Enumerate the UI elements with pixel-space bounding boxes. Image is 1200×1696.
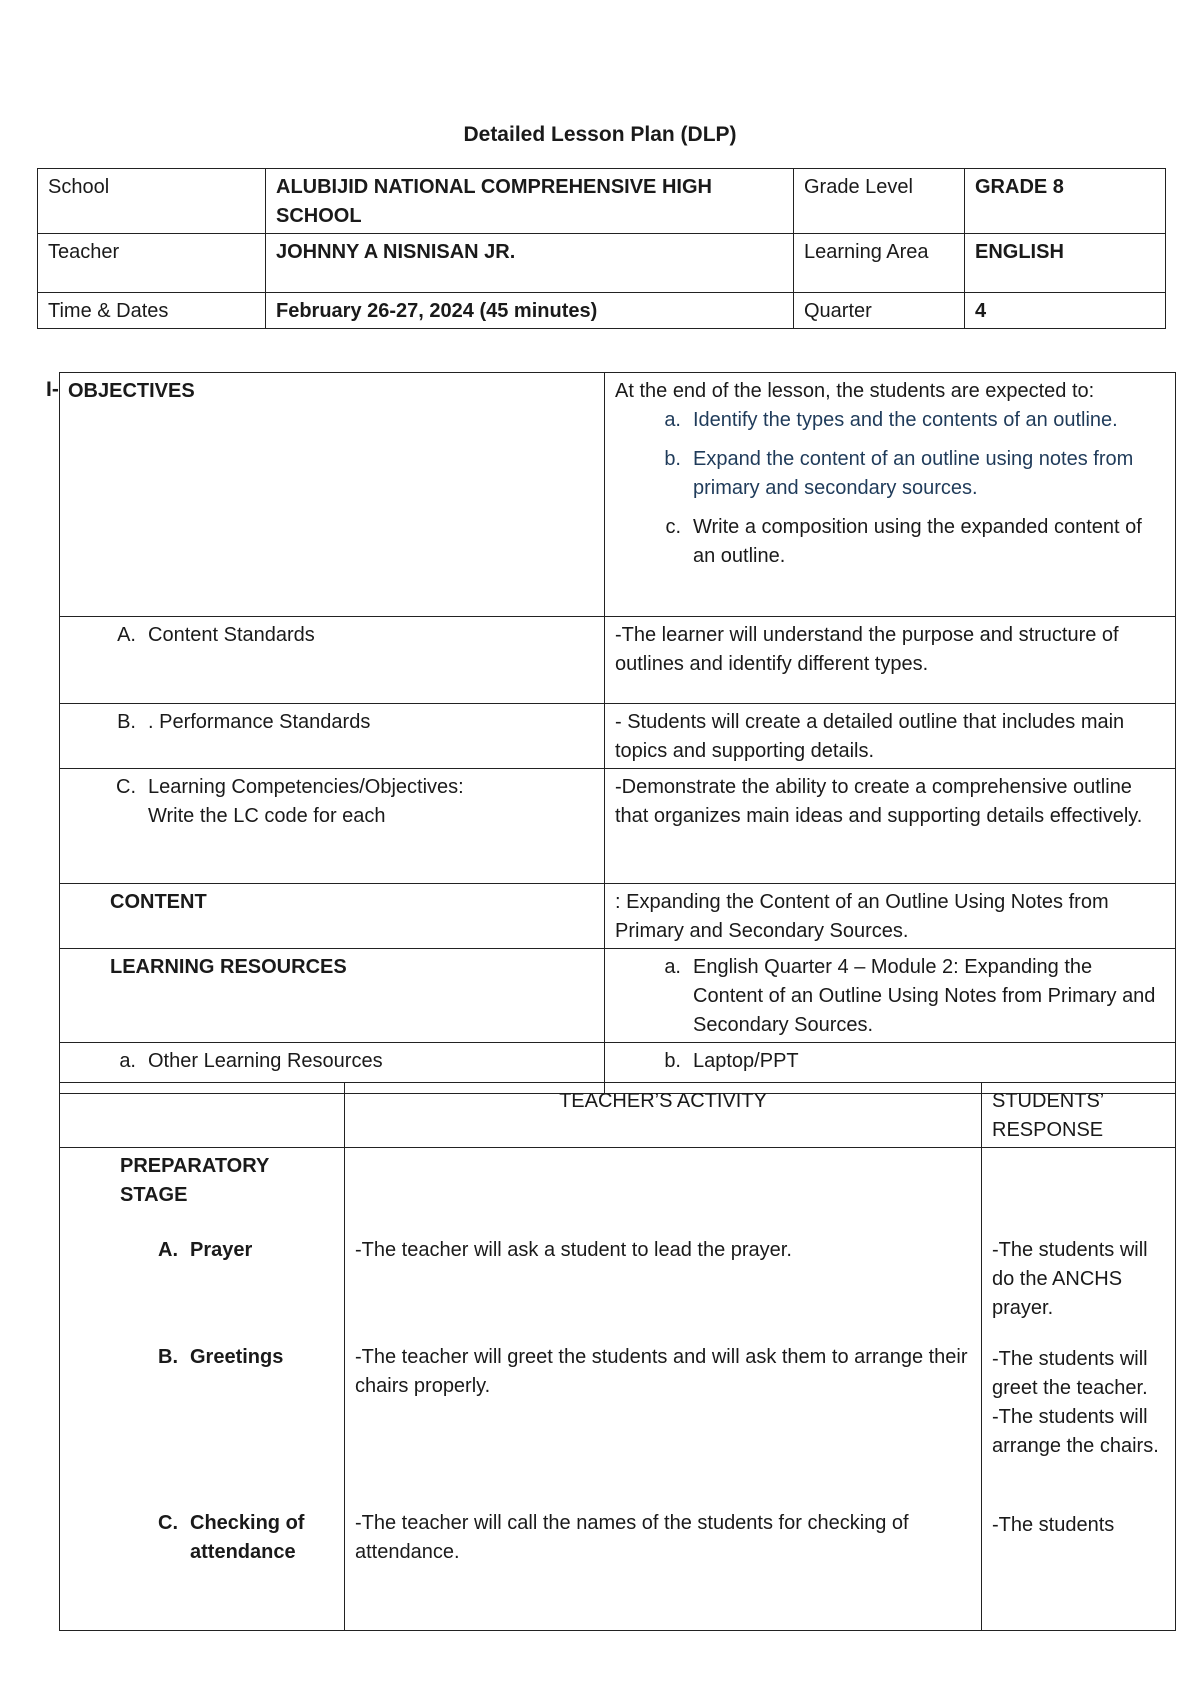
other-resources-label: Other Learning Resources xyxy=(148,1050,383,1072)
step-label xyxy=(140,1236,334,1265)
section-numeral: I- xyxy=(46,378,59,401)
step-text: Greetings xyxy=(190,1346,284,1368)
grade-level-label: Grade Level xyxy=(794,169,965,234)
activity-table xyxy=(59,1082,1176,1631)
content-label: CONTENT xyxy=(60,884,605,949)
school-value: ALUBIJID NATIONAL COMPREHENSIVE HIGH SCHOOL xyxy=(266,169,794,234)
step-marker: B. xyxy=(158,1346,178,1368)
content-standards-value: -The learner will understand the purpose and structure of outlines and identify different types. xyxy=(605,617,1176,704)
list-marker: a. xyxy=(119,1050,136,1072)
objective-text: Identify the types and the contents of an outline. xyxy=(693,409,1118,431)
learning-resources-cell xyxy=(605,949,1176,1043)
performance-standards-label-cell xyxy=(60,704,605,769)
step-marker: A. xyxy=(158,1239,178,1261)
teacher-activity-header: TEACHER’S ACTIVITY xyxy=(345,1083,982,1148)
school-label: School xyxy=(38,169,266,234)
objective-item xyxy=(643,406,1165,435)
learning-area-value: ENGLISH xyxy=(965,234,1166,293)
lesson-plan-table xyxy=(59,372,1176,1094)
teacher-step-text: -The teacher will ask a student to lead the prayer. xyxy=(355,1239,792,1261)
step-text: Checking of attendance xyxy=(190,1512,305,1563)
learning-resources-value: English Quarter 4 – Module 2: Expanding the Content of an Outline Using Notes from Primary and Secondary Sources. xyxy=(693,956,1156,1036)
step-label xyxy=(140,1509,334,1567)
time-dates-label: Time & Dates xyxy=(38,293,266,329)
activity-header-blank xyxy=(60,1083,345,1148)
objective-marker: a. xyxy=(664,409,681,431)
students-step-text: -The students will greet the teacher. -The students will arrange the chairs. xyxy=(992,1348,1159,1457)
competencies-value: -Demonstrate the ability to create a comprehensive outline that organizes main ideas and supporting details effectively. xyxy=(605,769,1176,884)
students-step-text: -The students xyxy=(992,1514,1115,1536)
step-marker: C. xyxy=(158,1512,178,1534)
learning-resources-label: LEARNING RESOURCES xyxy=(60,949,605,1043)
teacher-step-text: -The teacher will call the names of the students for checking of attendance. xyxy=(355,1512,909,1563)
objective-text: Expand the content of an outline using notes from primary and secondary sources. xyxy=(693,448,1134,499)
students-response-header: STUDENTS’ RESPONSE xyxy=(982,1083,1176,1148)
students-column xyxy=(982,1148,1176,1631)
document-title: Detailed Lesson Plan (DLP) xyxy=(463,123,737,146)
performance-standards-value: - Students will create a detailed outline that includes main topics and supporting details. xyxy=(605,704,1176,769)
performance-standards-label: . Performance Standards xyxy=(148,711,371,733)
objective-item xyxy=(643,513,1165,571)
stage-column xyxy=(60,1148,345,1631)
other-resources-value: Laptop/PPT xyxy=(693,1050,799,1072)
teacher-value: JOHNNY A NISNISAN JR. xyxy=(266,234,794,293)
objectives-intro: At the end of the lesson, the students are expected to: xyxy=(615,380,1095,402)
students-step-text: -The students will do the ANCHS prayer. xyxy=(992,1239,1148,1319)
header-info-table xyxy=(37,168,1166,329)
quarter-value: 4 xyxy=(965,293,1166,329)
competencies-sublabel: Write the LC code for each xyxy=(148,805,386,827)
time-dates-value: February 26-27, 2024 (45 minutes) xyxy=(266,293,794,329)
content-standards-label: Content Standards xyxy=(148,624,315,646)
step-label xyxy=(140,1343,334,1372)
quarter-label: Quarter xyxy=(794,293,965,329)
grade-level-value: GRADE 8 xyxy=(965,169,1166,234)
list-marker: a. xyxy=(664,956,681,978)
competencies-label: Learning Competencies/Objectives: xyxy=(148,776,464,798)
objectives-label: OBJECTIVES xyxy=(60,373,605,617)
stage-label: PREPARATORY STAGE xyxy=(120,1155,269,1206)
list-marker: b. xyxy=(664,1050,681,1072)
objective-item xyxy=(643,445,1165,503)
objective-marker: b. xyxy=(664,448,681,470)
list-marker: A. xyxy=(117,624,136,646)
list-marker: C. xyxy=(116,776,136,798)
content-standards-label-cell xyxy=(60,617,605,704)
teacher-label: Teacher xyxy=(38,234,266,293)
objective-text: Write a composition using the expanded content of an outline. xyxy=(693,516,1142,567)
step-text: Prayer xyxy=(190,1239,253,1261)
teacher-step-text: -The teacher will greet the students and will ask them to arrange their chairs properly. xyxy=(355,1346,968,1397)
objectives-cell xyxy=(605,373,1176,617)
learning-area-label: Learning Area xyxy=(794,234,965,293)
objective-marker: c. xyxy=(665,516,681,538)
content-value: : Expanding the Content of an Outline Using Notes from Primary and Secondary Sources. xyxy=(605,884,1176,949)
teacher-column xyxy=(345,1148,982,1631)
competencies-label-cell xyxy=(60,769,605,884)
list-marker: B. xyxy=(117,711,136,733)
